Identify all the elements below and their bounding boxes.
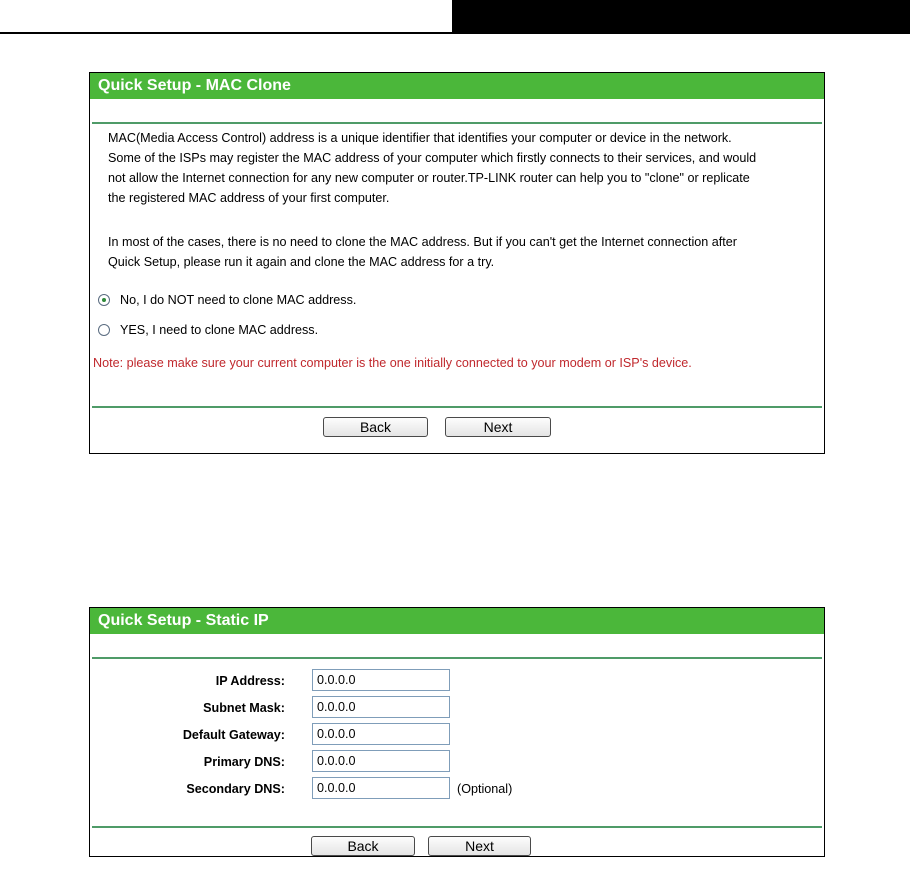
- subnet-mask-input[interactable]: [312, 696, 450, 718]
- ip-address-input[interactable]: [312, 669, 450, 691]
- static-ip-panel: [89, 607, 825, 857]
- mac-clone-panel: [89, 72, 825, 454]
- mac-clone-subbar: [92, 100, 822, 124]
- mac-clone-paragraph-1: MAC(Media Access Control) address is a unique identifier that identifies your computer or device in the network. Some of the ISPs may register the MAC address of your computer which firstly connects to their services, and would not allow the Internet connection for any new computer or router.TP-LINK router can help you to "clone" or replicate the registered MAC address of your first computer.: [108, 131, 757, 205]
- static-ip-bottom-rule: [92, 826, 822, 828]
- primary-dns-input[interactable]: [312, 750, 450, 772]
- header-rule: [0, 32, 452, 34]
- header-black-bar: [452, 0, 910, 34]
- radio-yes-clone[interactable]: [98, 324, 110, 336]
- secondary-dns-optional: (Optional): [457, 782, 513, 796]
- mac-clone-paragraph-2: In most of the cases, there is no need to clone the MAC address. But if you can't get the Internet connection after Quick Setup, please run it again and clone the MAC address for a try.: [108, 235, 737, 269]
- static-ip-next-button[interactable]: Next: [428, 836, 531, 856]
- mac-clone-next-button[interactable]: Next: [445, 417, 551, 437]
- subnet-mask-label: Subnet Mask:: [203, 701, 285, 715]
- secondary-dns-label: Secondary DNS:: [186, 782, 285, 796]
- mac-clone-back-button[interactable]: Back: [323, 417, 428, 437]
- ip-address-label: IP Address:: [215, 674, 285, 688]
- option-no-clone-label: No, I do NOT need to clone MAC address.: [120, 293, 357, 307]
- default-gateway-input[interactable]: [312, 723, 450, 745]
- primary-dns-label: Primary DNS:: [203, 755, 285, 769]
- static-ip-subbar: [92, 635, 822, 659]
- secondary-dns-input[interactable]: [312, 777, 450, 799]
- mac-clone-bottom-rule: [92, 406, 822, 408]
- mac-clone-note: Note: please make sure your current computer is the one initially connected to your modem or ISP's device.: [93, 356, 692, 370]
- option-yes-clone-label: YES, I need to clone MAC address.: [120, 323, 319, 337]
- static-ip-title: Quick Setup - Static IP: [90, 608, 824, 635]
- mac-clone-title: Quick Setup - MAC Clone: [90, 73, 824, 100]
- option-no-clone[interactable]: [98, 290, 356, 310]
- static-ip-back-button[interactable]: Back: [311, 836, 415, 856]
- default-gateway-label: Default Gateway:: [182, 728, 285, 742]
- option-yes-clone[interactable]: [98, 320, 318, 340]
- radio-no-clone[interactable]: [98, 294, 110, 306]
